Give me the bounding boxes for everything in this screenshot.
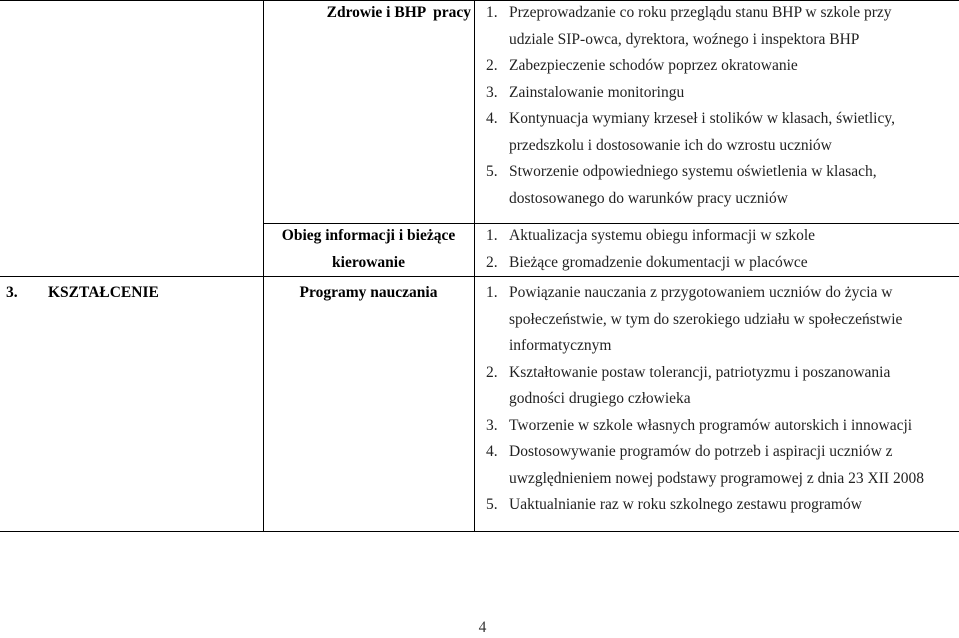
list-item	[486, 413, 924, 440]
item-text: Powiązanie nauczania z przygotowaniem uczniów do życia w społeczeństwie, w tym do szerokiego udziału w społeczeństwie informatycznym	[509, 284, 903, 354]
item-text: Aktualizacja systemu obiegu informacji w szkole	[509, 227, 816, 244]
list-item	[486, 106, 895, 159]
item-text: Tworzenie w szkole własnych programów autorskich i innowacji	[509, 416, 913, 434]
item-text: Dostosowywanie programów do potrzeb i aspiracji uczniów z uwzględnieniem nowej podstawy programowej z dnia 23 XII 2008	[509, 443, 924, 487]
list-item	[486, 360, 924, 413]
item-number: 2.	[486, 363, 498, 381]
item-text: Przeprowadzanie co roku przeglądu stanu BHP w szkole przy udziale SIP-owca, dyrektora, woźnego i inspektora BHP	[509, 4, 892, 48]
list-item	[486, 80, 895, 107]
item-text: Zainstalowanie monitoringu	[509, 83, 685, 101]
task-list-bhp	[486, 0, 895, 212]
row-divider-ksztalcenie	[0, 276, 959, 277]
item-number: 3.	[486, 416, 498, 434]
section-number: 3.	[6, 284, 18, 301]
table-bottom-border	[0, 531, 959, 532]
page-number: 4	[478, 619, 487, 636]
item-number: 2.	[486, 57, 498, 74]
item-number: 1.	[486, 4, 498, 21]
item-text: Zabezpieczenie schodów poprzez okratowanie	[509, 57, 798, 74]
item-text: Stworzenie odpowiedniego systemu oświetlenia w klasach, dostosowanego do warunków pracy uczniów	[509, 163, 877, 207]
list-item	[486, 280, 924, 360]
item-number: 4.	[486, 443, 498, 460]
list-item	[486, 53, 895, 80]
item-number: 5.	[486, 496, 498, 513]
task-list-obieg	[486, 223, 815, 276]
item-text: Kształtowanie postaw tolerancji, patriotyzmu i poszanowania godności drugiego człowieka	[509, 363, 891, 407]
list-item	[486, 159, 895, 212]
item-number: 2.	[486, 253, 498, 271]
item-number: 1.	[486, 227, 498, 244]
column-divider-section	[263, 0, 264, 532]
list-item	[486, 250, 815, 277]
item-text: Bieżące gromadzenie dokumentacji w placówce	[509, 253, 808, 271]
item-number: 5.	[486, 163, 498, 180]
list-item	[486, 439, 924, 492]
column-divider-area	[474, 0, 475, 532]
area-label-programy: Programy nauczania	[299, 284, 438, 301]
section-title: KSZTAŁCENIE	[48, 284, 159, 301]
list-item	[486, 0, 895, 53]
item-number: 1.	[486, 284, 498, 301]
item-text: Kontynuacja wymiany krzeseł i stolików w klasach, świetlicy, przedszkolu i dostosowanie ich do wzrostu uczniów	[509, 110, 895, 154]
list-item	[486, 223, 815, 250]
area-label-bhp: Zdrowie i BHP pracy	[326, 4, 471, 21]
list-item	[486, 492, 924, 519]
area-label-obieg-line1: Obieg informacji i bieżące	[281, 227, 456, 244]
area-label-obieg-line2: kierowanie	[332, 254, 405, 271]
item-number: 4.	[486, 110, 498, 127]
task-list-programy	[486, 280, 924, 519]
item-text: Uaktualnianie raz w roku szkolnego zestawu programów	[509, 496, 862, 513]
item-number: 3.	[486, 83, 498, 101]
